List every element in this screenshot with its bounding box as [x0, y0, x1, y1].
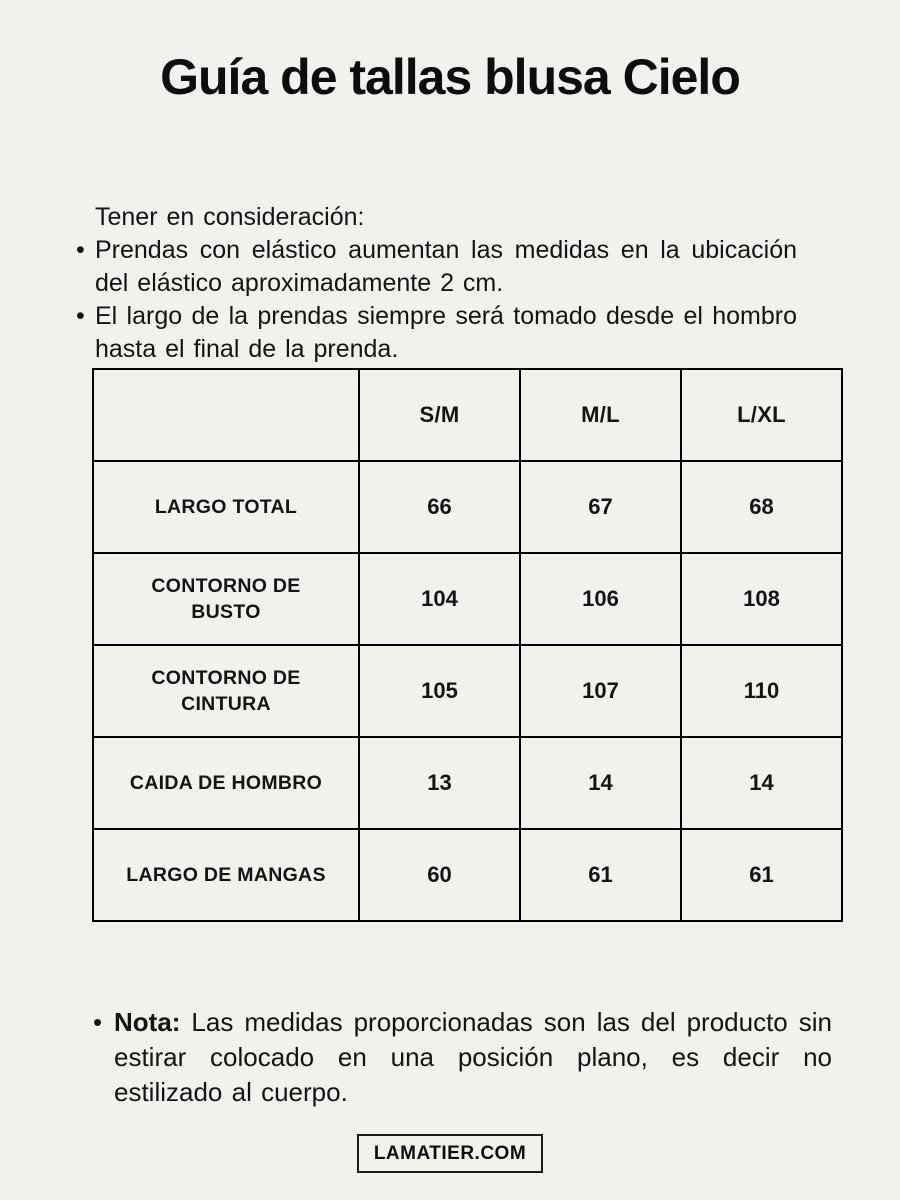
page-title: Guía de tallas blusa Cielo [160, 49, 740, 105]
measurement-value: 67 [520, 461, 681, 553]
considerations-list [75, 234, 797, 366]
measurement-value: 110 [681, 645, 842, 737]
measurement-value: 104 [359, 553, 520, 645]
measurement-value: 14 [520, 737, 681, 829]
measurement-value: 61 [681, 829, 842, 921]
measurement-value: 68 [681, 461, 842, 553]
considerations-section [75, 201, 797, 366]
size-column-header: L/XL [681, 369, 842, 461]
measurement-value: 13 [359, 737, 520, 829]
measurement-label: CONTORNO DE BUSTO [93, 553, 359, 645]
site-badge [357, 1134, 543, 1173]
table-row [93, 461, 842, 553]
size-column-header: M/L [520, 369, 681, 461]
table-row [93, 645, 842, 737]
site-name: LAMATIER.COM [373, 1143, 527, 1164]
table-row [93, 553, 842, 645]
measurement-value: 108 [681, 553, 842, 645]
note-item [114, 1005, 832, 1110]
measurement-value: 61 [520, 829, 681, 921]
size-table-body [93, 461, 842, 921]
measurement-value: 105 [359, 645, 520, 737]
table-row [93, 737, 842, 829]
size-table-header-row [93, 369, 842, 461]
table-row [93, 829, 842, 921]
footer [0, 1134, 900, 1173]
note-section [92, 1005, 832, 1110]
consideration-item: • El largo de la prendas siempre será tomado desde el hombro hasta el final de la prenda. [95, 300, 797, 366]
measurement-label: CAIDA DE HOMBRO [93, 737, 359, 829]
measurement-value: 66 [359, 461, 520, 553]
size-column-header: S/M [359, 369, 520, 461]
note-text: Las medidas proporcionadas son las del producto sin estirar colocado en una posición plano, es decir no estilizado al cuerpo. [114, 1007, 832, 1107]
consideration-item: • Prendas con elástico aumentan las medidas en la ubicación del elástico aproximadamente 2 cm. [95, 234, 797, 300]
corner-cell [93, 369, 359, 461]
measurement-value: 107 [520, 645, 681, 737]
measurement-value: 14 [681, 737, 842, 829]
measurement-label: LARGO DE MANGAS [93, 829, 359, 921]
measurement-label: LARGO TOTAL [93, 461, 359, 553]
considerations-heading: Tener en consideración: [95, 203, 365, 231]
measurement-label: CONTORNO DE CINTURA [93, 645, 359, 737]
note-list [92, 1005, 832, 1110]
measurement-value: 60 [359, 829, 520, 921]
size-table [92, 368, 843, 922]
measurement-value: 106 [520, 553, 681, 645]
note-label: Nota: [114, 1007, 181, 1037]
